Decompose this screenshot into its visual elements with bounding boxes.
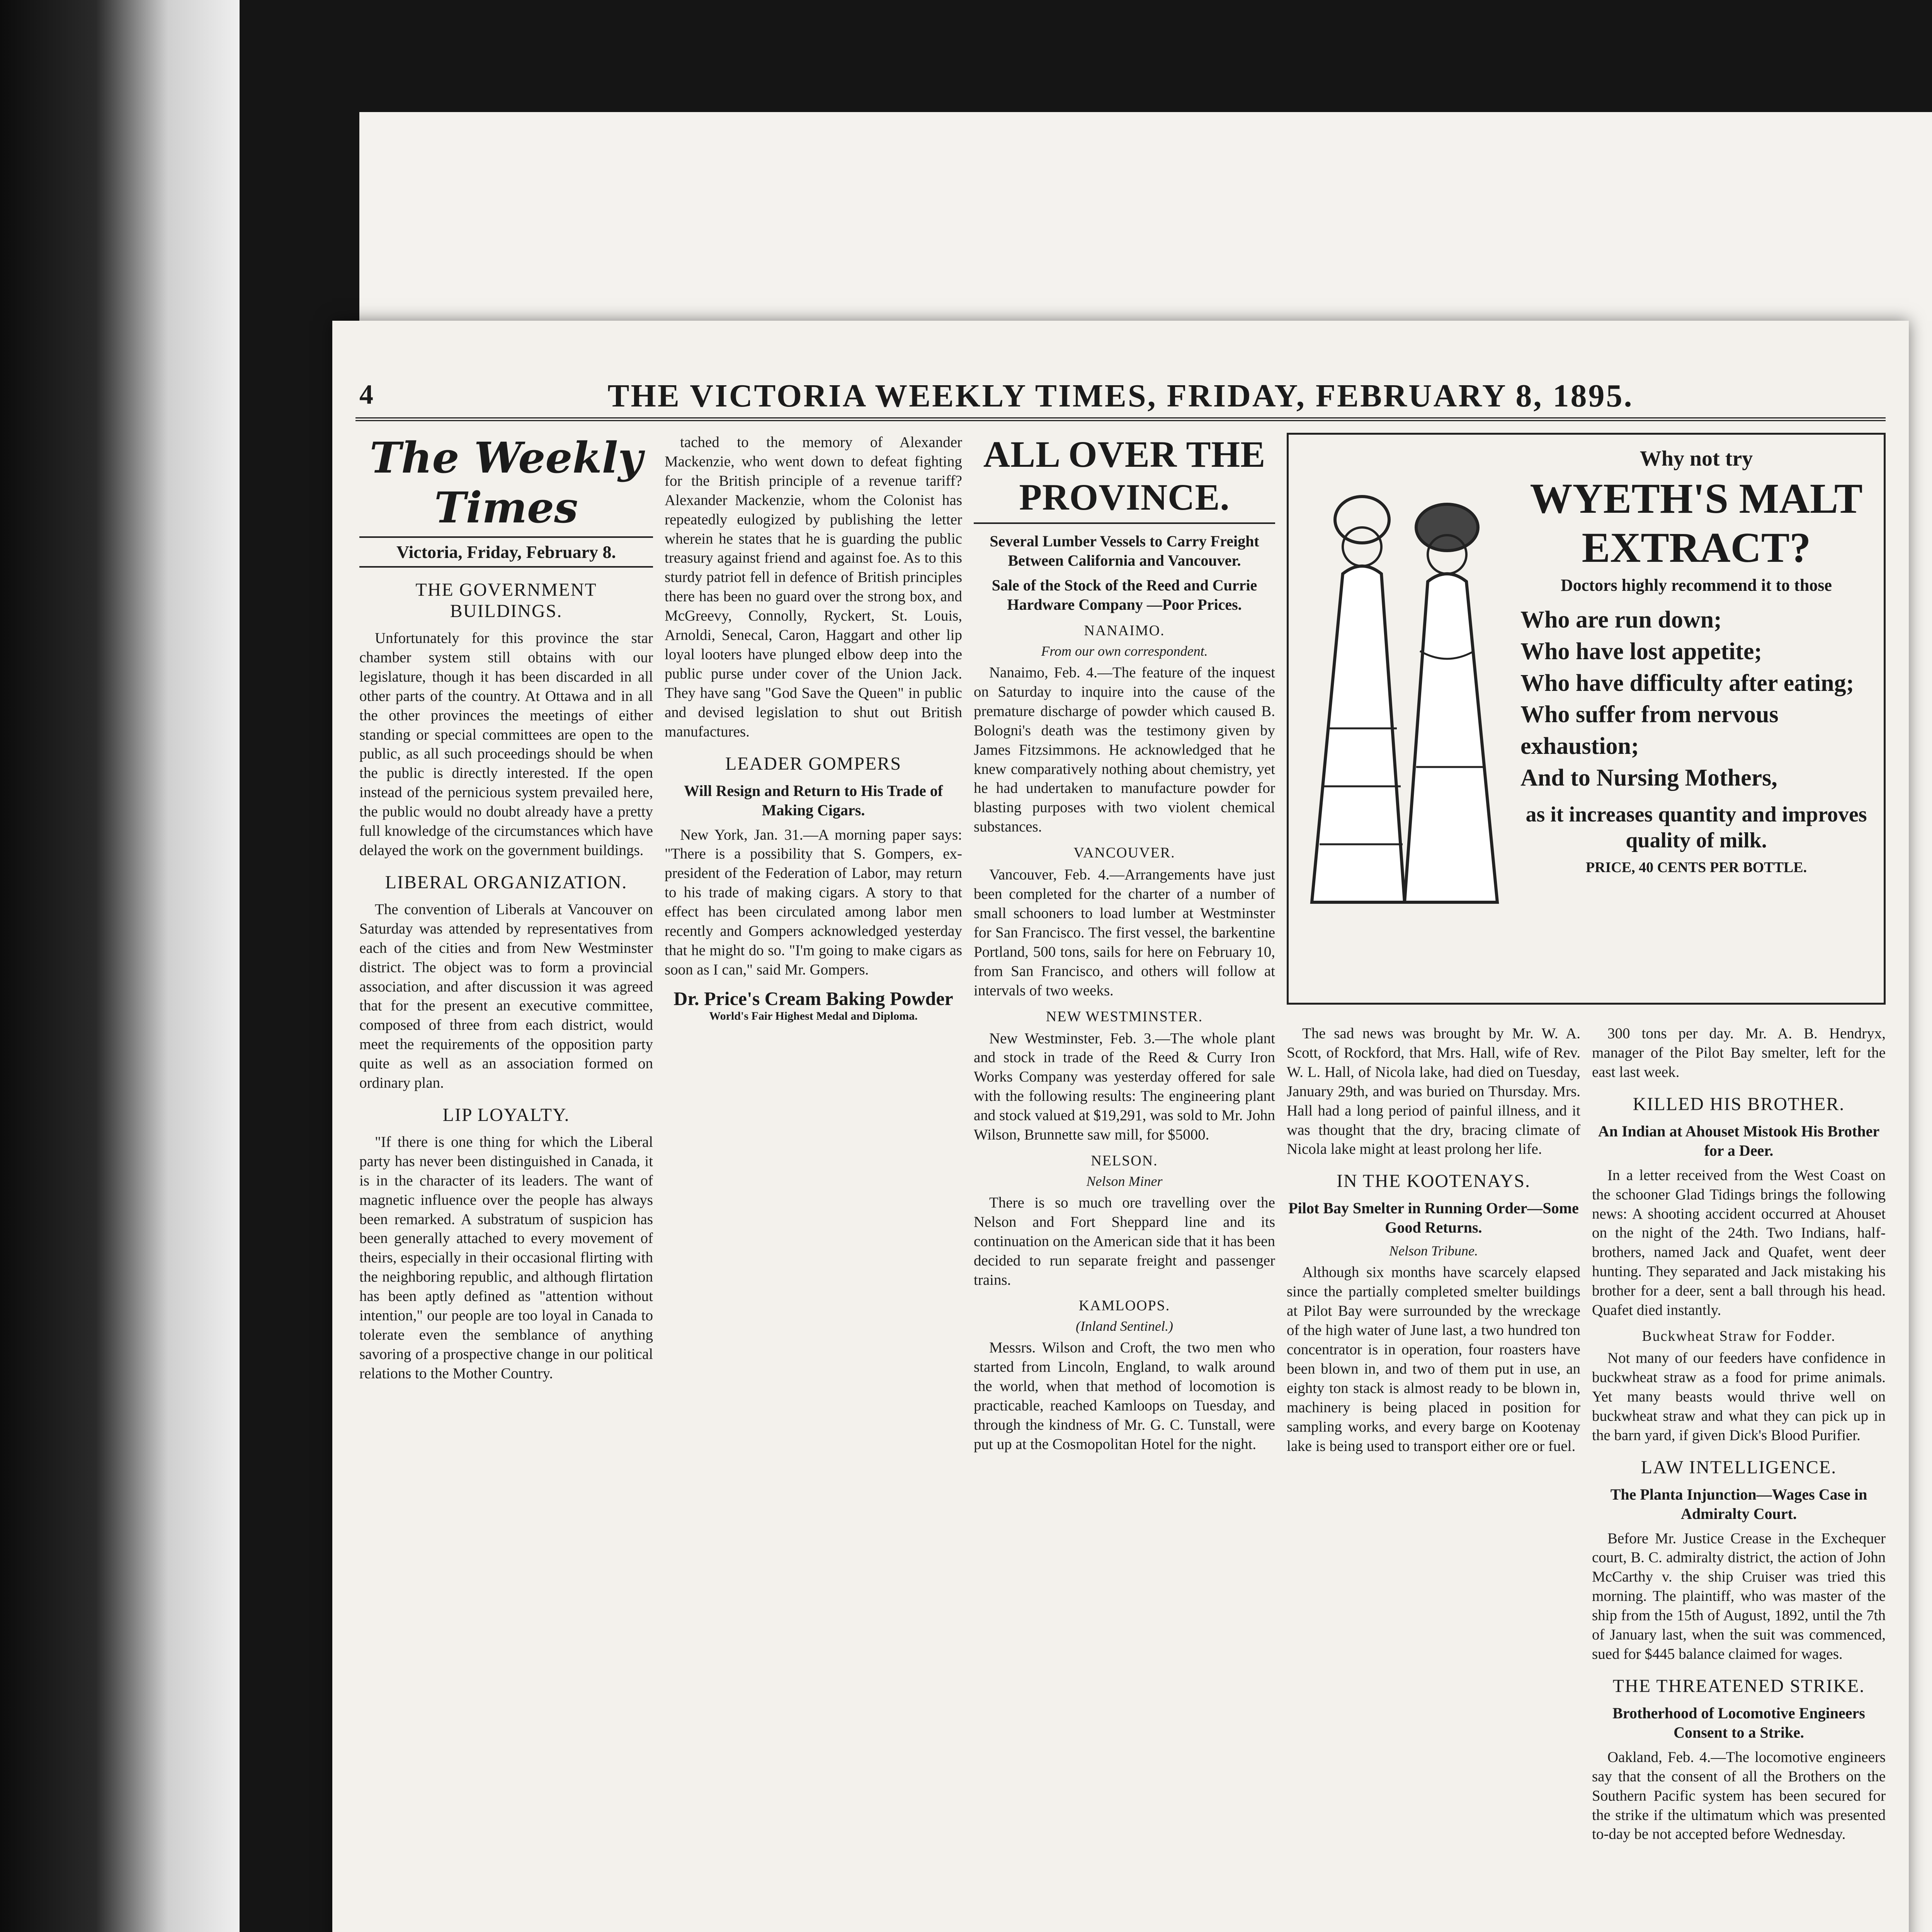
- deck-killed-brother: An Indian at Ahouset Mistook His Brother for a Deer.: [1598, 1122, 1880, 1159]
- wyeth-benefit: Who are run down;: [1520, 607, 1722, 633]
- sub-vancouver: VANCOUVER.: [1073, 845, 1175, 861]
- ladies-illustration: [1304, 458, 1505, 922]
- deck-leader-gompers: Will Resign and Return to His Trade of Making Cigars.: [684, 782, 943, 819]
- book-binding: [0, 0, 240, 1932]
- sub-new-westminster: NEW WESTMINSTER.: [1046, 1008, 1203, 1025]
- column-3: [974, 433, 1275, 1932]
- heading-killed-brother: KILLED HIS BROTHER.: [1633, 1094, 1845, 1114]
- sub-nanaimo: NANAIMO.: [1084, 622, 1165, 639]
- wyeth-benefit: Who have lost appetite;: [1520, 638, 1762, 665]
- wyeth-benefit: Who suffer from nervous exhaustion;: [1520, 701, 1779, 760]
- article-vancouver: Vancouver, Feb. 4.—Arrangements have just been completed for the charter of a number of small schooners to load lumber at Westminster for San Francisco. The first vessel, the barkentine Portland, 500 tons, sails for here on February 10, from San Francisco, and others will follow at intervals of two weeks.: [974, 866, 1275, 999]
- column-1: [359, 433, 653, 1932]
- article-liberal-organization: The convention of Liberals at Vancouver on Saturday was attended by representatives from each of the cities and from New Westminster district. The object was to form a provincial association, and after discussion it was agreed that for the present an executive committee, composed of three from each district, would meet the requirements of the opposition party quite as well as an association formed on ordinary plan.: [359, 901, 653, 1092]
- heading-lip-loyalty: LIP LOYALTY.: [442, 1104, 570, 1125]
- heading-law: LAW INTELLIGENCE.: [1641, 1457, 1837, 1478]
- heading-leader-gompers: LEADER GOMPERS: [725, 753, 902, 774]
- deck-stock-sale: Sale of the Stock of the Reed and Currie Hardware Company —Poor Prices.: [992, 577, 1257, 613]
- article-nelson: There is so much ore travelling over the Nelson and Fort Sheppard line and its continuation on the American side that it has been decided to run separate freight and passenger trains.: [974, 1194, 1275, 1288]
- wyeth-recommend: Doctors highly recommend it to those: [1561, 576, 1832, 595]
- masthead: The Weekly Times: [369, 433, 643, 532]
- sub-nelson: NELSON.: [1091, 1152, 1158, 1169]
- wyeth-price: PRICE, 40 CENTS PER BOTTLE.: [1585, 859, 1807, 876]
- credit-kootenays: Nelson Tribune.: [1389, 1243, 1478, 1259]
- heading-liberal-organization: LIBERAL ORGANIZATION.: [385, 872, 628, 893]
- article-buckwheat: Not many of our feeders have confidence in buckwheat straw as a food for prime animals. Yet many beasts would thrive well on buckwheat straw and what they can pick up in the barn yard, if given Dick's Blood Purifier.: [1592, 1349, 1886, 1444]
- wyeth-benefit: Who have difficulty after eating;: [1520, 670, 1854, 696]
- deck-kootenays: Pilot Bay Smelter in Running Order—Some Good Returns.: [1288, 1199, 1579, 1236]
- page-number: 4: [359, 379, 373, 410]
- heading-kootenays: IN THE KOOTENAYS.: [1337, 1171, 1531, 1192]
- deck-law: The Planta Injunction—Wages Case in Admiralty Court.: [1610, 1485, 1867, 1522]
- heading-all-over-province: ALL OVER THE PROVINCE.: [974, 433, 1275, 524]
- article-lip-loyalty-continued: tached to the memory of Alexander Mackenzie, who went down to defeat fighting for the British principle of a revenue tariff? Alexander Mackenzie, whom the Colonist has repeatedly eulogized by publishing the letter wherein he states that he is guarding the public treasury against friend and against foe. As to this sturdy patriot fell in defence of British principles there has been no guard over the strong box, and McGreevy, Connolly, Ryckert, St. Louis, Arnoldi, Senecal, Caron, Haggart and other lip loyal looters have plunged elbow deep into the public purse under cover of the Union Jack. They have sang "God Save the Queen" in public and devised legislation to shut out British manufactures.: [665, 434, 962, 740]
- wyeth-benefit: And to Nursing Mothers,: [1520, 765, 1777, 791]
- sub-buckwheat: Buckwheat Straw for Fodder.: [1642, 1328, 1836, 1344]
- wyeth-why: Why not try: [1639, 447, 1753, 471]
- sub-kamloops: KAMLOOPS.: [1078, 1298, 1170, 1314]
- ad-baking-powder: Dr. Price's Cream Baking Powder: [673, 987, 953, 1009]
- column-5: [1592, 1024, 1886, 1932]
- credit-nanaimo: From our own correspondent.: [1041, 643, 1208, 659]
- heading-government-buildings: THE GOVERNMENT BUILDINGS.: [415, 580, 597, 621]
- article-pilot-bay: 300 tons per day. Mr. A. B. Hendryx, manager of the Pilot Bay smelter, left for the east last week.: [1592, 1025, 1886, 1080]
- credit-kamloops: (Inland Sentinel.): [1076, 1318, 1173, 1334]
- heading-strike: THE THREATENED STRIKE.: [1612, 1675, 1865, 1696]
- ad-wyeth-malt-extract: [1287, 433, 1886, 1005]
- deck-strike: Brotherhood of Locomotive Engineers Consent to a Strike.: [1612, 1704, 1865, 1741]
- article-nanaimo: Nanaimo, Feb. 4.—The feature of the inquest on Saturday to inquire into the cause of the premature discharge of powder which caused B. Bologni's death was the testimony given by James Fitzsimmons. He acknowledged that he knew comparatively nothing about chemistry, yet he had undertaken to manufacture powder for blasting purposes with two violent chemical substances.: [974, 664, 1275, 835]
- article-sad-news: The sad news was brought by Mr. W. A. Scott, of Rockford, that Mrs. Hall, wife of Rev. W. L. Hall, of Nicola lake, had died on Tuesday, January 29th, and was buried on Thursday. Mrs. Hall had a long period of painful illness, and it was thought that the dry, bracing climate of Nicola lake might at least prolong her life.: [1287, 1025, 1580, 1158]
- article-kootenays: Although six months have scarcely elapsed since the partially completed smelter buildings at Pilot Bay were surrounded by the wreckage of the high water of June last, a two hundred ton concentrator is in operation, four roasters have been blown in, and two of them put in use, an eighty ton stack is almost ready to be blown in, machinery is being placed in position for sampling works, and every barge on Kootenay lake is being used to transport either ore or fuel.: [1287, 1264, 1580, 1454]
- ad-baking-powder-sub: World's Fair Highest Medal and Diploma.: [709, 1009, 918, 1022]
- deck-lumber-vessels: Several Lumber Vessels to Carry Freight Between California and Vancouver.: [990, 532, 1259, 569]
- column-4: [1287, 1024, 1580, 1932]
- credit-nelson: Nelson Miner: [1086, 1173, 1163, 1189]
- article-government-buildings: Unfortunately for this province the star chamber system still obtains with our legislature, though it has been discarded in all other parts of the country. At Ottawa and in all the other provinces the meetings of either standing or special committees are open to the public, as all such proceedings should be when the public is directly interested. If the open instead of the pernicious system prevailed here, the public would no doubt already have a pretty full knowledge of the circumstances which have delayed the work on the government buildings.: [359, 630, 653, 859]
- article-lip-loyalty: "If there is one thing for which the Liberal party has never been distinguished in Canada, it is in the character of its leaders. The want of magnetic influence over the people has always been remarked. A substratum of suspicion has been generally attached to every movement of theirs, especially in their occasional flirting with the neighboring republic, and although flirtation has been aptly defined as "attention without intention," our people are too loyal in Canada to tolerate even the semblance of anything savoring of a prospective change in our political relations to the Mother Country.: [359, 1133, 653, 1382]
- dateline: Victoria, Friday, February 8.: [359, 536, 653, 568]
- newspaper-page: [332, 321, 1909, 1932]
- wyeth-increase: as it increases quantity and improves quality of milk.: [1526, 802, 1867, 853]
- article-new-westminster: New Westminster, Feb. 3.—The whole plant and stock in trade of the Reed & Curry Iron Works Company was yesterday offered for sale with the following results: The engineering plant and stock valued at $19,291, was sold to Mr. John Wilson, Brunnette saw mill, for $5000.: [974, 1030, 1275, 1143]
- column-2: [665, 433, 962, 1932]
- newspaper-title: THE VICTORIA WEEKLY TIMES, FRIDAY, FEBRUARY 8, 1895.: [607, 378, 1634, 414]
- article-law: Before Mr. Justice Crease in the Exchequer court, B. C. admiralty district, the action of John McCarthy v. the ship Cruiser was tried this morning. The plaintiff, who was master of the ship from the 15th of August, 1892, until the 7th of January last, when the suit was commenced, sued for $445 balance claimed for wages.: [1592, 1530, 1886, 1662]
- article-killed-brother: In a letter received from the West Coast on the schooner Glad Tidings brings the following news: A shooting accident occurred at Ahouset on the night of the 24th. Two Indians, half-brothers, named Jack and Quafet, went deer hunting. They separated and Jack mistaking his brother for a deer, sent a ball through his head. Quafet died instantly.: [1592, 1167, 1886, 1319]
- wyeth-brand: WYETH'S MALT EXTRACT?: [1530, 475, 1863, 571]
- article-kamloops: Messrs. Wilson and Croft, the two men who started from Lincoln, England, to walk around the world, when that method of locomotion is practicable, reached Kamloops on Tuesday, and through the kindness of Mr. G. C. Tunstall, were put up at the Cosmopolitan Hotel for the night.: [974, 1339, 1275, 1452]
- running-head: [355, 375, 1886, 421]
- article-strike: Oakland, Feb. 4.—The locomotive engineers say that the consent of all the Brothers on the Southern Pacific system has been secured for the strike if the ultimatum which was presented to-day be not accepted before Wednesday.: [1592, 1748, 1886, 1843]
- article-leader-gompers: New York, Jan. 31.—A morning paper says: "There is a possibility that S. Gompers, ex-president of the Federation of Labor, may return to his trade of making cigars. A story to that effect has been circulated among labor men recently and Gompers acknowledged yesterday that he might do so. "I'm going to make cigars as soon as I can," said Mr. Gompers.: [665, 826, 962, 978]
